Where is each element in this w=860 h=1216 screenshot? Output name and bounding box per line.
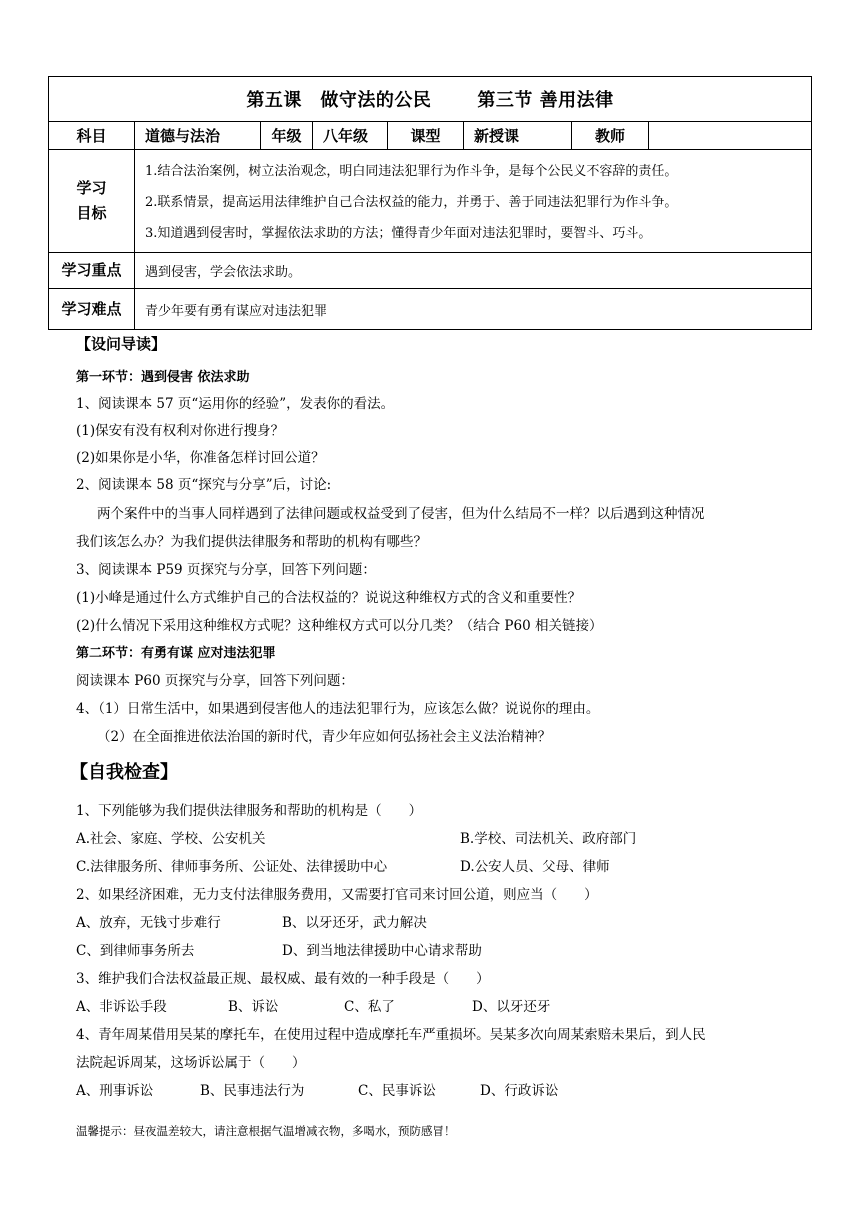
question-3: 3、阅读课本 P59 页探究与分享，回答下列问题：: [76, 562, 376, 578]
difficulty-text: 青少年要有勇有谋应对违法犯罪: [135, 289, 812, 330]
part2-intro: 阅读课本 P60 页探究与分享，回答下列问题：: [76, 673, 354, 689]
subject-label: 科目: [49, 122, 135, 150]
subject-value: 道德与法治: [135, 122, 261, 150]
type-value: 新授课: [464, 122, 572, 150]
question-1-1: (1)保安有没有权利对你进行搜身？: [76, 423, 285, 439]
check-q3-option-c: C、私了: [344, 999, 395, 1015]
difficulty-label: 学习难点: [49, 289, 135, 330]
check-q1-option-c: C.法律服务所、律师事务所、公证处、法律援助中心: [76, 859, 388, 875]
key-point-label: 学习重点: [49, 253, 135, 289]
check-q4-option-b: B、民事违法行为: [200, 1083, 305, 1099]
goals-label-line1: 学习: [76, 179, 107, 197]
lesson-info-table: [48, 76, 812, 330]
guide-title: 【设问导读】: [76, 335, 167, 353]
goal-item: 1.结合法治案例，树立法治观念，明白同违法犯罪行为作斗争，是每个公民义不容辞的责任。: [145, 163, 678, 179]
self-check-title: 【自我检查】: [70, 762, 178, 783]
page-title: [49, 77, 812, 122]
info-row: [49, 122, 812, 150]
check-q1-option-b: B.学校、司法机关、政府部门: [460, 831, 637, 847]
grade-value: 八年级: [313, 122, 388, 150]
check-q4-option-c: C、民事诉讼: [358, 1083, 436, 1099]
type-label: 课型: [388, 122, 464, 150]
check-q2-option-c: C、到律师事务所去: [76, 943, 195, 959]
part2-title: 第二环节：有勇有谋 应对违法犯罪: [76, 646, 276, 661]
check-q2-option-d: D、到当地法律援助中心请求帮助: [282, 943, 482, 959]
lesson-title: 第五课 做守法的公民: [246, 90, 432, 111]
question-4-2: （2）在全面推进依法治国的新时代，青少年应如何弘扬社会主义法治精神？: [97, 729, 552, 745]
difficulty-row: [49, 289, 812, 330]
check-q1-option-d: D.公安人员、父母、律师: [460, 859, 610, 875]
goal-item: 3.知道遇到侵害时，掌握依法求助的方法；懂得青少年面对违法犯罪时，要智斗、巧斗。: [145, 225, 652, 241]
check-q2-option-b: B、以牙还牙，武力解决: [282, 915, 427, 931]
question-3-1: (1)小峰是通过什么方式维护自己的合法权益的？说说这种维权方式的含义和重要性？: [76, 590, 582, 606]
goals-list: [135, 150, 812, 253]
check-q4-option-d: D、行政诉讼: [480, 1083, 559, 1099]
question-2-text: 两个案件中的当事人同样遇到了法律问题或权益受到了侵害，但为什么结局不一样？以后遇到这种情况: [97, 506, 705, 522]
teacher-label: 教师: [572, 122, 649, 150]
check-q2-option-a: A、放弃，无钱寸步难行: [76, 915, 221, 931]
check-q3-option-d: D、以牙还牙: [472, 999, 551, 1015]
footer-tip: 温馨提示：昼夜温差较大，请注意根据气温增减衣物，多喝水，预防感冒！: [76, 1124, 456, 1138]
question-2: 2、阅读课本 58 页“探究与分享”后，讨论:: [76, 477, 332, 493]
goals-label-line2: 目标: [76, 204, 107, 222]
part1-title: 第一环节：遇到侵害 依法求助: [76, 370, 250, 385]
check-q3-option-a: A、非诉讼手段: [76, 999, 167, 1015]
section-title: 第三节 善用法律: [477, 90, 614, 111]
check-q3-option-b: B、诉讼: [228, 999, 279, 1015]
question-1-2: (2)如果你是小华，你准备怎样讨回公道？: [76, 450, 325, 466]
goals-row: [49, 150, 812, 253]
goals-label: [49, 150, 135, 253]
check-q1-option-a: A.社会、家庭、学校、公安机关: [76, 831, 266, 847]
check-q4-option-a: A、刑事诉讼: [76, 1083, 154, 1099]
check-question-2: 2、如果经济困难，无力支付法律服务费用，又需要打官司来讨回公道，则应当（ ）: [76, 887, 598, 903]
question-3-2: (2)什么情况下采用这种维权方式呢？这种维权方式可以分几类？（结合 P60 相关链接）: [76, 618, 603, 634]
question-2-text-cont: 我们该怎么办？为我们提供法律服务和帮助的机构有哪些？: [76, 534, 427, 550]
check-question-1: 1、下列能够为我们提供法律服务和帮助的机构是（ ）: [76, 803, 423, 819]
check-question-3: 3、维护我们合法权益最正规、最权威、最有效的一种手段是（ ）: [76, 971, 490, 987]
teacher-value: [649, 122, 812, 150]
grade-label: 年级: [261, 122, 313, 150]
goal-item: 2.联系情景，提高运用法律维护自己合法权益的能力，并勇于、善于同违法犯罪行为作斗争。: [145, 194, 678, 210]
check-question-4-cont: 法院起诉周某，这场诉讼属于（ ）: [76, 1055, 306, 1071]
question-1: 1、阅读课本 57 页“运用你的经验”，发表你的看法。: [76, 396, 395, 412]
question-4-1: 4、（1）日常生活中，如果遇到侵害他人的违法犯罪行为，应该怎么做？说说你的理由。: [76, 701, 600, 717]
check-question-4: 4、青年周某借用吴某的摩托车，在使用过程中造成摩托车严重损坏。吴某多次向周某索赔未果后，到人民: [76, 1027, 706, 1043]
key-point-row: [49, 253, 812, 289]
key-point-text: 遇到侵害，学会依法求助。: [135, 253, 812, 289]
